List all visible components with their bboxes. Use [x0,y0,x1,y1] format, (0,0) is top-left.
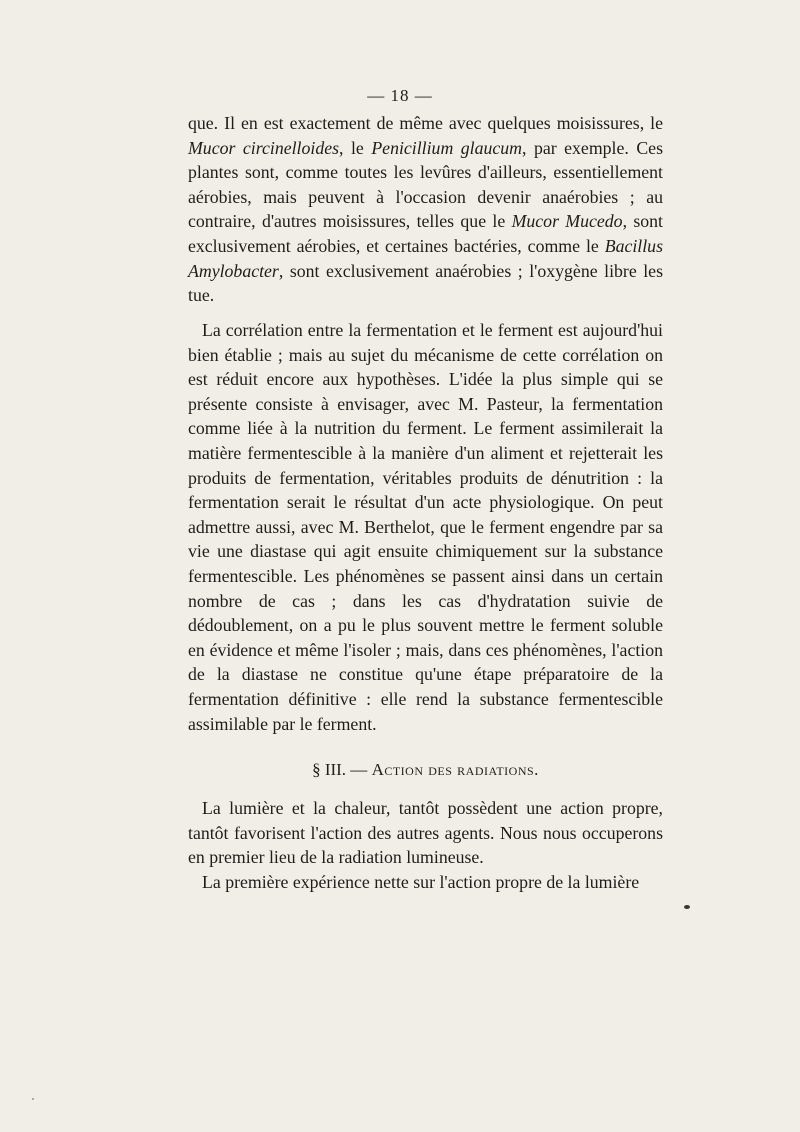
paragraph-premiere-experience: La première expérience nette sur l'action propre de la lumière [202,872,640,892]
paragraph-lumiere-chaleur: La lumière et la chaleur, tantôt possèdent une action propre, tantôt favorisent l'action des autres agents. Nous nous occuperons en premier lieu de la radiation lumineuse. [188,798,663,868]
paragraph-correlation: La corrélation entre la fermentation et le ferment est aujourd'hui bien établie ; mais au sujet du mécanisme de cette corrélation on est réduit encore aux hypothèses. L'idée la plus simple qui se présente consiste à envisager, avec M. Pasteur, la fermentation comme liée à la nutrition du ferment. Le ferment assimilerait la matière fermentescible à la manière d'un aliment et rejetterait les produits de fermentation, véritables produits de dénutrition : la fermentation serait le résultat d'un acte physiologique. On peut admettre aussi, avec M. Berthelot, que le ferment engendre par sa vie une diastase qui agit ensuite chimiquement sur la substance fermentescible. Les phénomènes se passent ainsi dans un certain nombre de cas ; dans les cas d'hydratation suivie de dédoublement, on a pu le plus souvent mettre le ferment soluble en évidence et même l'isoler ; mais, dans ces phénomènes, l'action de la diastase ne constitue qu'une étape préparatoire de la fermentation définitive : elle rend la substance fermentescible assimilable par le ferment. [188,320,663,734]
ink-speck [32,1098,34,1100]
p1-text-2: , le [339,137,372,158]
p1-text-5: , sont exclusivement anaérobies ; l'oxygène libre les tue. [188,260,663,306]
p1-text-3: , par exemple. Ces plantes sont, comme toutes les levûres d'ailleurs, essentiellement aérobies, mais peuvent à l'occasion devenir anaérobies ; au contraire, d'autres moisissures, telles que le [188,137,663,232]
p1-text-4: , sont exclusivement aérobies, et certaines bactéries, comme le [188,211,663,256]
ink-speck [684,905,690,909]
paragraph-moisissures [188,111,663,308]
species-mucor-circinelloides: Mucor circinelloides [188,137,340,158]
section-heading [188,760,663,780]
page-number: — 18 — [367,86,433,105]
species-penicillium-glaucum: Penicillium glaucum [371,137,523,158]
section-title: Action des radiations. [371,760,539,779]
section-number: § III. — [312,760,372,779]
species-mucor-mucedo: Mucor Mucedo [511,211,623,232]
species-bacillus-amylobacter: Bacillus Amylobacter [188,235,663,281]
p1-text-1: que. Il en est exactement de même avec quelques moisissures, le [188,113,663,133]
